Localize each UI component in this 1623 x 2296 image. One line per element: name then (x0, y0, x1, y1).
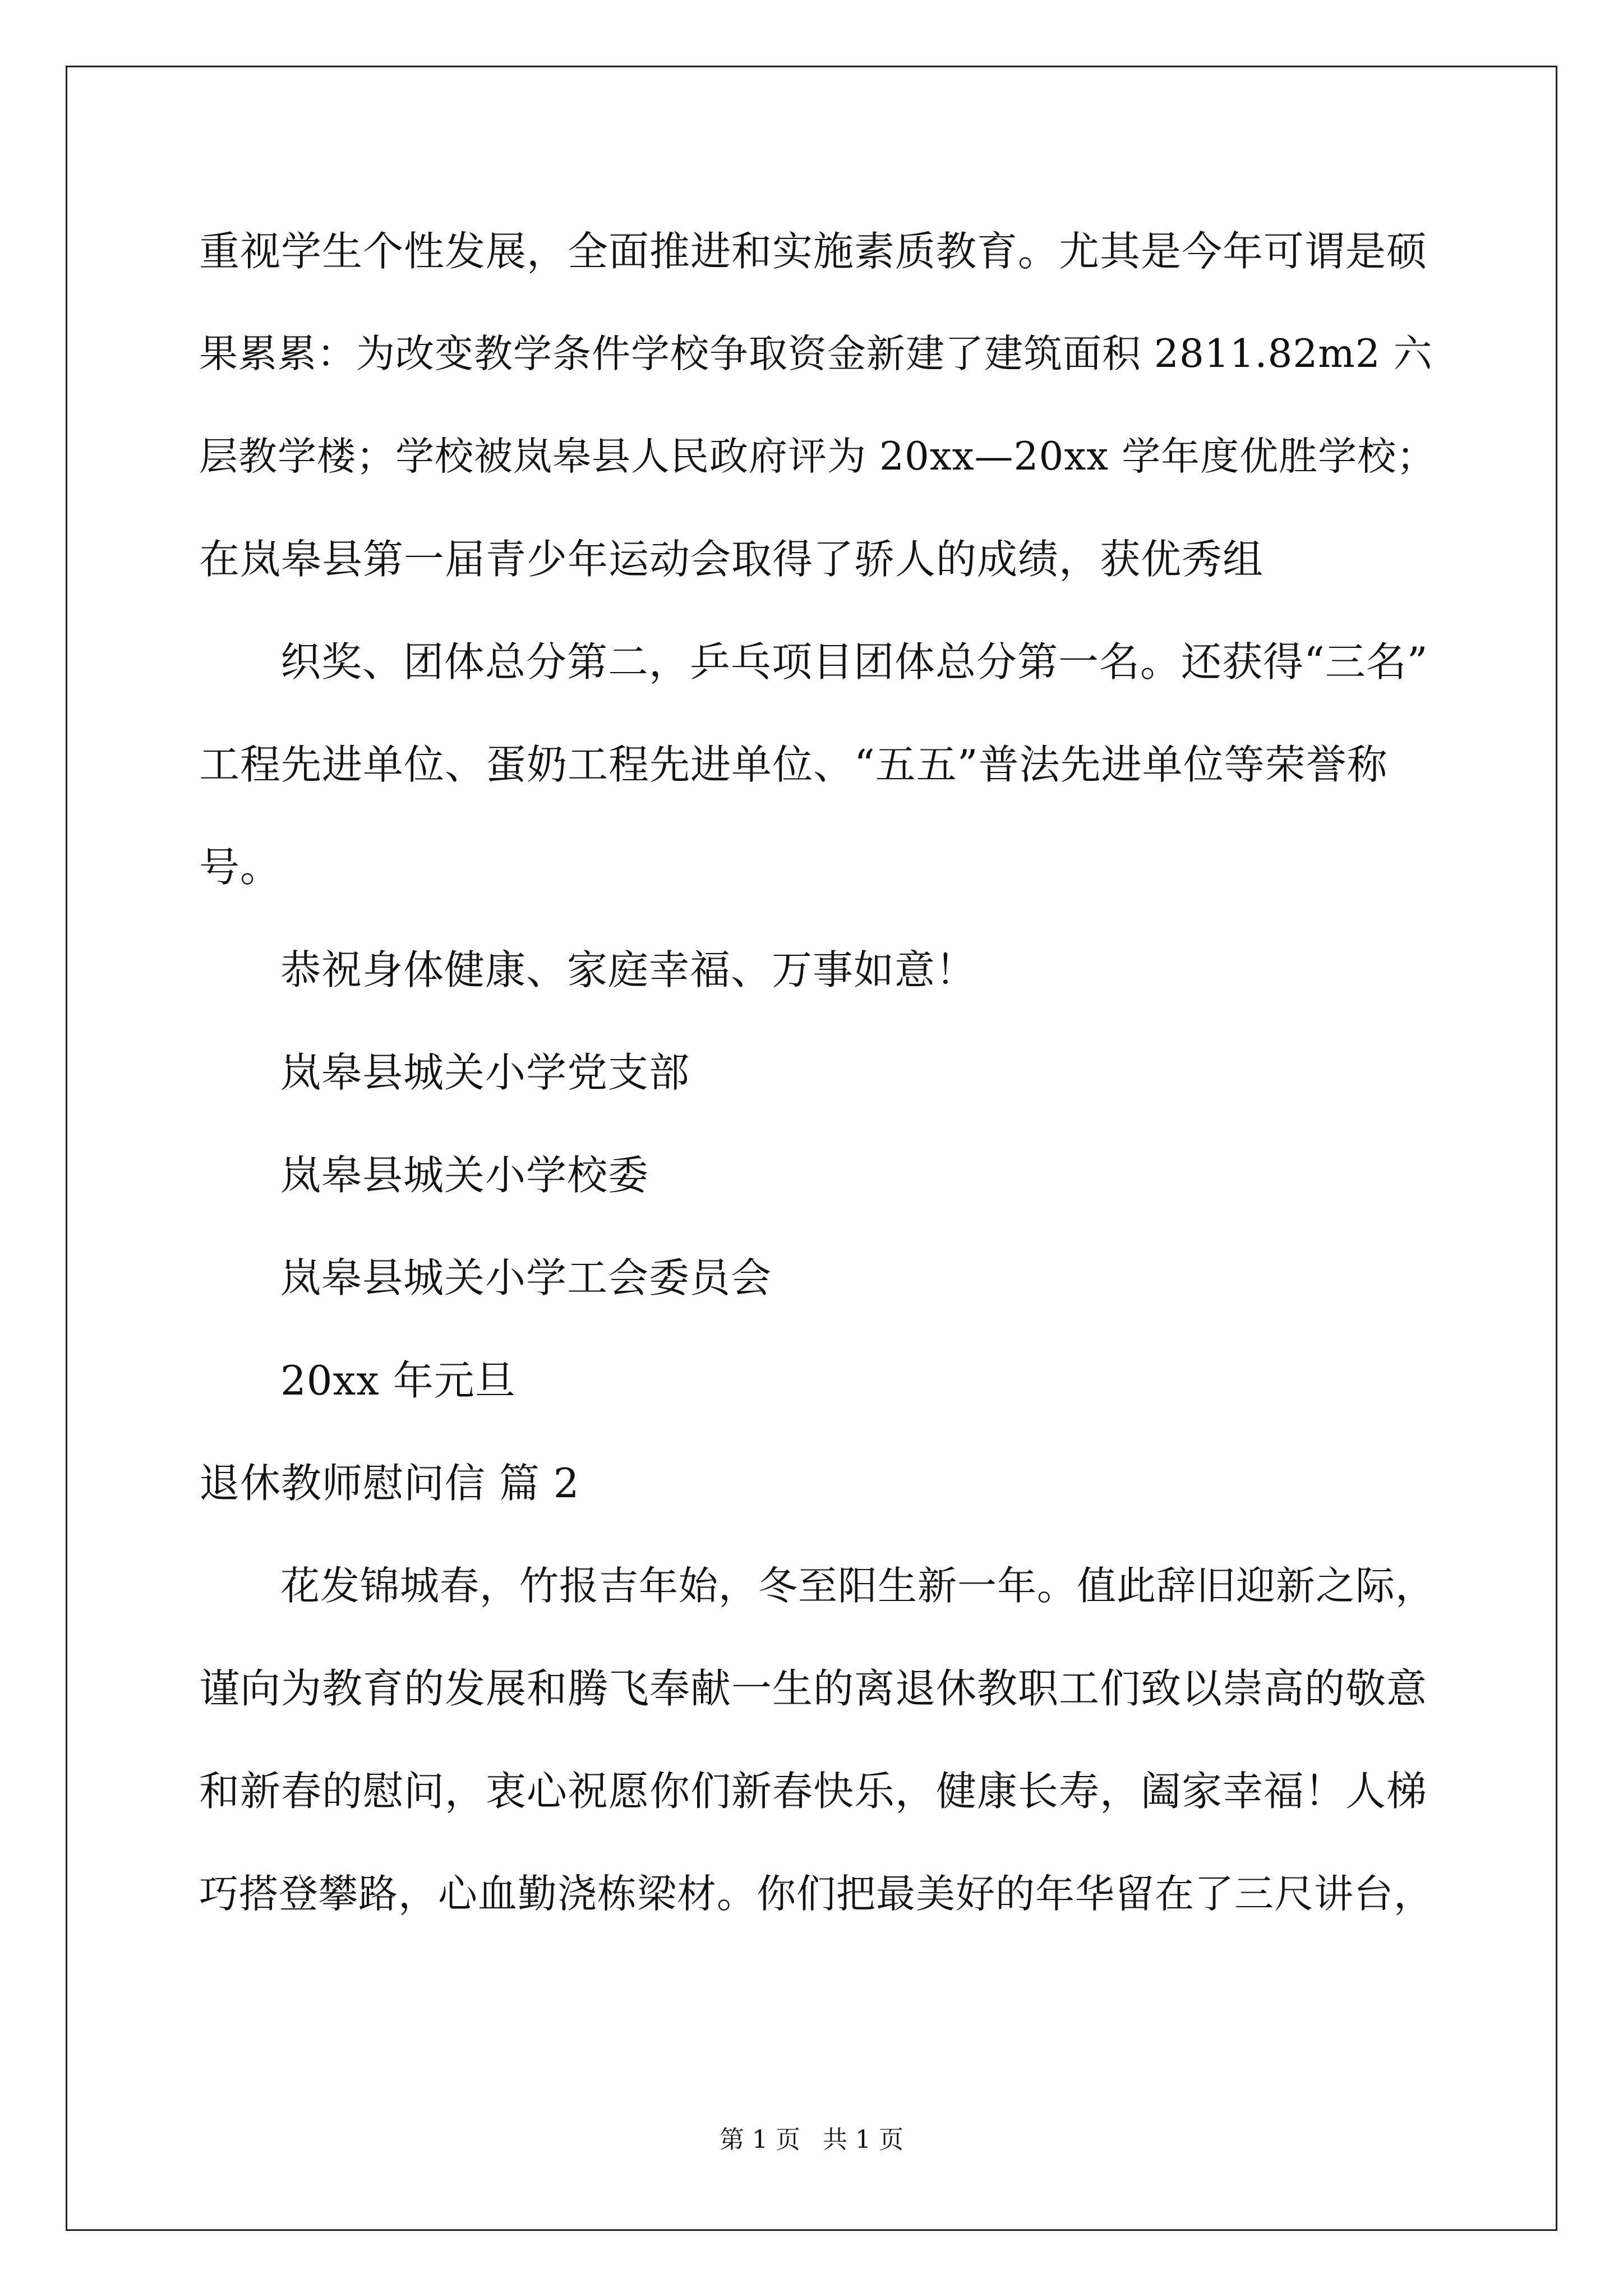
total-pages: 共 1 页 (823, 2125, 903, 2154)
body-text-line: 工程先进单位、蛋奶工程先进单位、“五五”普法先进单位等荣誉称 (199, 741, 1388, 788)
body-text-line: 号。 (199, 844, 282, 891)
body-text-line: 在岚皋县第一届青少年运动会取得了骄人的成绩，获优秀组 (199, 536, 1264, 583)
body-text-line: 层教学楼；学校被岚皋县人民政府评为 20xx—20xx 学年度优胜学校； (199, 434, 1436, 479)
section-heading: 退休教师慰问信 篇 2 (199, 1460, 580, 1507)
signature-line: 岚皋县城关小学党支部 (280, 1049, 690, 1096)
body-text-line: 和新春的慰问，衷心祝愿你们新春快乐，健康长寿，阖家幸福！人梯 (199, 1768, 1428, 1815)
signature-line: 岚皋县城关小学工会委员会 (280, 1254, 772, 1301)
paragraph-start-line: 花发锦城春，竹报吉年始，冬至阳生新一年。值此辞旧迎新之际， (280, 1563, 1435, 1609)
page-footer (0, 2124, 1623, 2156)
date-line: 20xx 年元旦 (280, 1357, 516, 1404)
body-text-line: 巧搭登攀路，心血勤浇栋梁材。你们把最美好的年华留在了三尺讲台， (199, 1871, 1433, 1917)
paragraph-start-line: 织奖、团体总分第二，乒乓项目团体总分第一名。还获得“三名” (280, 638, 1428, 685)
page-number: 第 1 页 (720, 2125, 800, 2154)
body-text-line: 果累累：为改变教学条件学校争取资金新建了建筑面积 2811.82m2 六 (199, 332, 1433, 376)
greeting-line: 恭祝身体健康、家庭幸福、万事如意！ (280, 946, 977, 993)
signature-line: 岚皋县城关小学校委 (280, 1152, 649, 1199)
body-text-line: 重视学生个性发展，全面推进和实施素质教育。尤其是今年可谓是硕 (199, 228, 1428, 275)
body-text-line: 谨向为教育的发展和腾飞奉献一生的离退休教职工们致以崇高的敬意 (199, 1665, 1428, 1712)
